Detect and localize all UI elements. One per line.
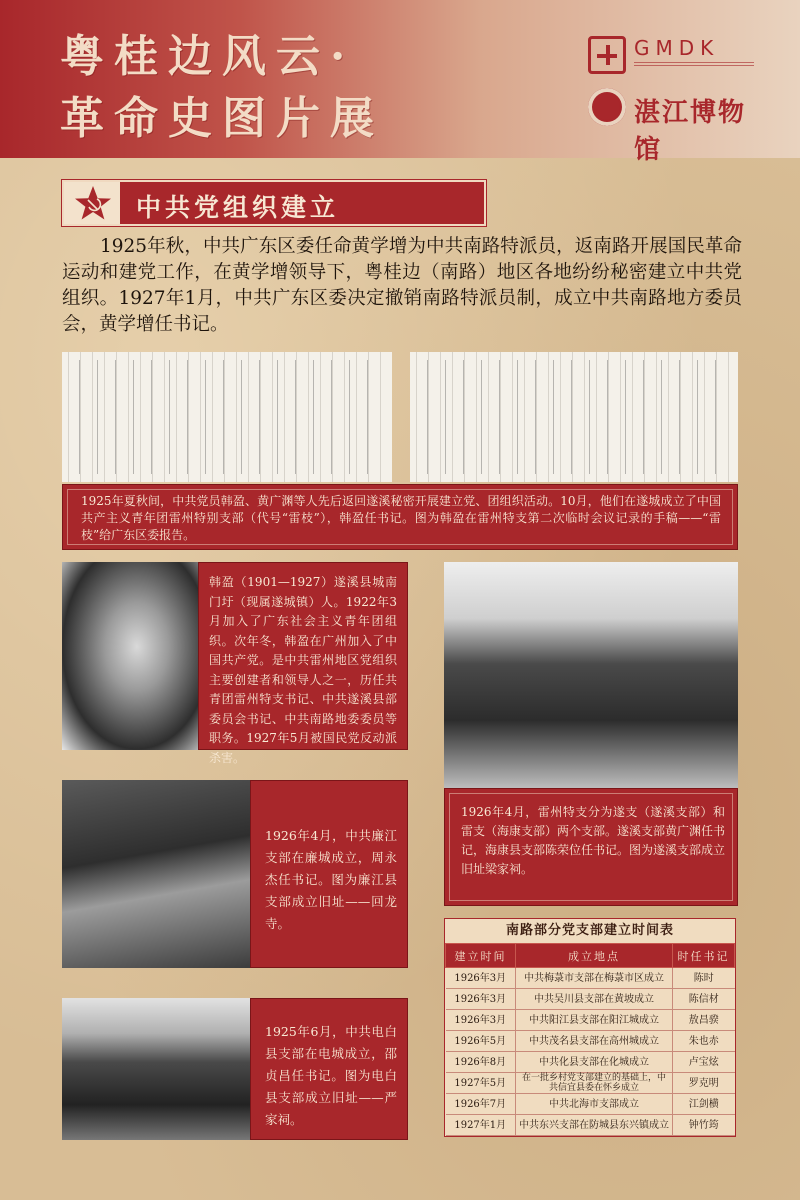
branch-timeline-table	[444, 918, 736, 1137]
intro-paragraph: 1925年秋，中共广东区委任命黄学增为中共南路特派员，返南路开展国民革命运动和建党工作，在黄学增领导下，粤桂边（南路）地区各地纷纷秘密建立中共党组织。1927年1月，中共广东区委决定撤销南路特派员制，成立中共南路地方委员会，黄学增任书记。	[62, 236, 742, 335]
section-title: 中共党组织建立	[136, 193, 340, 222]
hanying-caption: 韩盈（1901—1927）遂溪县城南门圩（现属遂城镇）人。1922年3月加入了广东社会主义青年团组织。次年冬，韩盈在广州加入了中国共产党。是中共雷州地区党组织主要创建者和领导人之一，历任共青团雷州特支书记、中共遂溪县部委员会书记、中共南路地委委员等职务。1927年5月被国民党反动派杀害。	[209, 575, 397, 765]
suixi-caption-box	[444, 788, 738, 906]
table-header-secretary: 时任书记	[673, 944, 735, 968]
gmdk-mark-icon	[588, 36, 626, 74]
exhibition-title-line2: 革命史图片展	[60, 93, 384, 144]
zhanjiang-museum-logo: 湛江博物馆	[588, 88, 768, 128]
gmdk-logo: GMDK	[588, 36, 760, 76]
dianbai-branch-photo	[62, 998, 250, 1140]
museum-seal-icon	[588, 88, 626, 126]
lianjiang-branch-photo	[62, 780, 250, 968]
table-row: 1926年3月 中共吴川县支部在黄坡成立 陈信材	[446, 989, 735, 1010]
table-row: 1926年8月 中共化县支部在化城成立 卢宝炫	[446, 1052, 735, 1073]
table-row: 1926年7月 中共北海市支部成立 江剑横	[446, 1094, 735, 1115]
red-star-icon	[64, 182, 122, 224]
manuscript-caption-box	[62, 484, 738, 550]
suixi-caption: 1926年4月，雷州特支分为遂支（遂溪支部）和雷支（海康支部）两个支部。遂溪支部黄广渊任书记，海康县支部陈荣位任书记。图为遂溪支部成立旧址梁家祠。	[461, 805, 726, 876]
manuscript-caption: 1925年夏秋间，中共党员韩盈、黄广渊等人先后返回遂溪秘密开展建立党、团组织活动。10月，他们在遂城成立了中国共产主义青年团雷州特别支部（代号“雷枝”），韩盈任书记。图为韩盈在雷州特支第二次临时会议记录的手稿——“雷枝”给广东区委报告。	[81, 494, 721, 542]
section-banner	[62, 180, 486, 226]
header-band	[0, 0, 800, 165]
table-row: 1926年3月 中共梅菉市支部在梅菉市区成立 陈时	[446, 968, 735, 989]
hanying-caption-box	[198, 562, 408, 765]
hanying-portrait	[62, 562, 198, 750]
table-row: 1927年5月 在一批乡村党支部建立的基础上，中共信宜县委在怀乡成立 罗克明	[446, 1073, 735, 1094]
table-title: 南路部分党支部建立时间表	[505, 923, 674, 938]
table-row: 1927年1月 中共东兴支部在防城县东兴镇成立 钟竹筠	[446, 1115, 735, 1136]
exhibition-title-line1: 粤桂边风云·	[60, 31, 356, 82]
suixi-branch-photo	[444, 562, 738, 788]
lianjiang-caption: 1926年4月，中共廉江支部在廉城成立，周永杰任书记。图为廉江县支部成立旧址——回龙寺。	[265, 828, 397, 931]
manuscript-photo-left	[62, 352, 392, 482]
table-header-time: 建立时间	[446, 944, 516, 968]
table-row: 1926年5月 中共茂名县支部在高州城成立 朱也赤	[446, 1031, 735, 1052]
dianbai-caption-box	[250, 998, 408, 1140]
dianbai-caption: 1925年6月，中共电白县支部在电城成立，邵贞昌任书记。图为电白县支部成立旧址——严家祠。	[265, 1024, 397, 1127]
table-header-place: 成立地点	[516, 944, 673, 968]
table-row: 1926年3月 中共阳江县支部在阳江城成立 敖昌骙	[446, 1010, 735, 1031]
manuscript-photo-right	[410, 352, 738, 482]
lianjiang-caption-box	[250, 780, 408, 968]
